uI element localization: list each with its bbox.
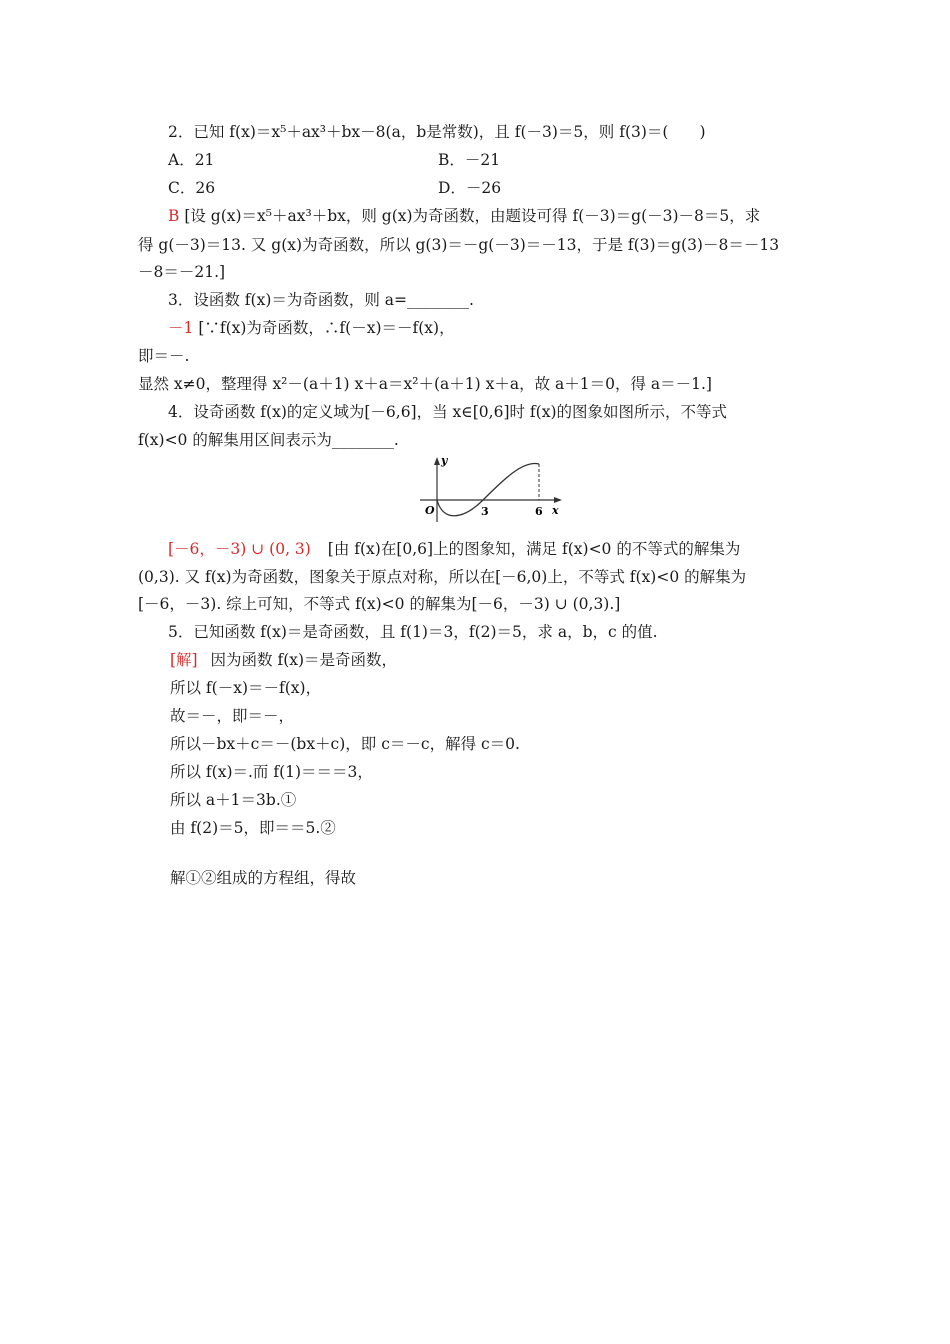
q5-solution-line7: 由 f(2)＝5，即＝＝5.② [170,819,336,837]
q3-solution-text1: [∵f(x)为奇函数，∴f(－x)＝－f(x)， [198,319,455,337]
q3-solution-line1 [168,318,848,338]
tick-label-3: 3 [481,505,489,518]
q5-solution-line8: 解①②组成的方程组，得故 [170,869,357,887]
q2-solution-line2: 得 g(－3)＝13. 又 g(x)为奇函数，所以 g(3)＝－g(－3)＝－13，于是 f(3)＝g(3)－8＝－13 [138,236,780,254]
origin-label: O [425,504,435,517]
x-axis-arrow-icon [554,497,562,503]
q2-solution-line3: －8＝－21.] [138,263,226,281]
q3-stem: 3．设函数 f(x)＝为奇函数，则 a=________. [168,291,474,309]
x-axis-label: x [552,504,559,517]
q4-solution-line3: [－6，－3). 综上可知，不等式 f(x)<0 的解集为[－6，－3) ∪ (0,3).] [138,595,621,613]
tick-label-6: 6 [535,505,543,518]
q2-stem: 2．已知 f(x)＝x⁵＋ax³＋bx－8(a，b是常数)，且 f(－3)＝5，则 f(3)＝( ) [168,123,706,141]
q5-solution-line1 [170,650,850,670]
q5-stem: 5．已知函数 f(x)＝是奇函数，且 f(1)＝3，f(2)＝5，求 a，b，c 的值. [168,623,658,641]
q2-option-a: A．21 [168,151,215,169]
q3-answer: －1 [168,319,194,337]
q4-solution-text1: [由 f(x)在[0,6]上的图象知，满足 f(x)<0 的不等式的解集为 [327,540,741,558]
q2-answer: B [168,207,180,225]
q3-solution-line2: 即＝－. [138,347,190,365]
q5-solution-text1: 因为函数 f(x)＝是奇函数， [210,651,398,669]
q4-stem-line1: 4．设奇函数 f(x)的定义域为[－6,6]，当 x∈[0,6]时 f(x)的图象如图所示，不等式 [168,403,727,421]
q5-solution-line5: 所以 f(x)＝.而 f(1)＝＝＝3， [170,763,373,781]
q3-solution-line3: 显然 x≠0，整理得 x²－(a＋1) x＋a＝x²＋(a＋1) x＋a，故 a＋1＝0，得 a＝－1.] [138,375,712,393]
q5-solution-line2: 所以 f(－x)＝－f(x)， [170,679,322,697]
q5-solution-line6: 所以 a＋1＝3b.① [170,791,297,809]
q5-solution-line3: 故＝－，即＝－， [170,707,295,725]
q5-solution-tag: [解] [170,651,198,669]
q2-solution-line1 [168,206,848,226]
q2-option-d: D．－26 [438,179,502,197]
q4-function-graph [415,452,575,527]
y-axis-arrow-icon [434,457,440,465]
q4-stem-line2: f(x)<0 的解集用区间表示为________. [138,431,399,449]
q4-solution-line2: (0,3). 又 f(x)为奇函数，图象关于原点对称，所以在[－6,0)上，不等式 f(x)<0 的解集为 [138,568,747,586]
y-axis-label: y [441,454,448,467]
q5-solution-line4: 所以－bx＋c＝－(bx＋c)，即 c＝－c，解得 c＝0. [170,735,520,753]
q2-option-c: C．26 [168,179,216,197]
q4-answer: [－6，－3) ∪ (0, 3) [168,540,311,558]
q2-solution-text1: [设 g(x)＝x⁵＋ax³＋bx，则 g(x)为奇函数，由题设可得 f(－3)＝g(－3)－8＝5，求 [184,207,761,225]
q2-option-b: B．－21 [438,151,501,169]
q4-solution-line1 [168,539,848,559]
